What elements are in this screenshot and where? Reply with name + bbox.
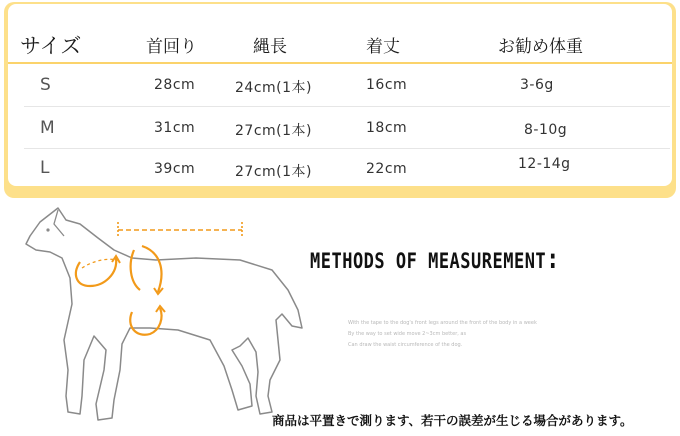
neck-cell: 31cm [154,120,196,136]
weight-cell: 12-14g [518,156,571,172]
table-row [8,150,672,190]
dimension-line-icon [118,222,242,238]
dog-outline [26,208,302,420]
header-length: 着丈 [366,37,400,57]
row-divider [24,106,670,107]
measurement-title-colon: : [546,244,560,276]
belly-measure-arrow-icon [130,306,165,335]
neck-cell: 39cm [154,161,196,177]
table-row [8,108,672,148]
header-size: サイズ [20,34,82,58]
chest-measure-arrow-icon [131,246,163,294]
weight-cell: 3-6g [520,77,554,93]
dog-measurement-illustration [0,200,320,432]
measurement-title [310,244,560,275]
header-neck: 首回り [146,37,197,57]
row-divider [24,148,670,149]
neck-measure-arrow-icon [76,256,120,286]
measurement-note: 商品は平置きで測ります、若干の誤差が生じる場合があります。 [272,413,633,428]
measurement-instructions [348,318,588,351]
instruction-line: Can draw the waist circumference of the dog. [348,342,463,348]
dog-figure [0,200,320,432]
size-cell: M [40,118,56,138]
size-chart-panel [4,2,676,198]
size-cell: S [40,75,52,95]
size-cell: L [40,158,50,178]
dog-eye [46,228,49,231]
length-cell: 22cm [366,161,408,177]
length-cell: 16cm [366,77,408,93]
measurement-title-text: METHODS OF MEASUREMENT [310,249,547,274]
length-cell: 18cm [366,120,408,136]
weight-cell: 8-10g [524,122,568,138]
instruction-line: With the tape to the dog's front legs around the front of the body in a week [348,320,537,326]
rope-cell: 27cm(1本) [235,123,312,139]
instruction-line: By the way to set wide move 2~3cm better, as [348,331,467,337]
neck-cell: 28cm [154,77,196,93]
header-rope: 縄長 [253,37,287,57]
size-chart-card [8,4,672,186]
rope-cell: 24cm(1本) [235,80,312,96]
table-row [8,64,672,104]
header-weight: お勧め体重 [498,37,583,57]
rope-cell: 27cm(1本) [235,164,312,180]
